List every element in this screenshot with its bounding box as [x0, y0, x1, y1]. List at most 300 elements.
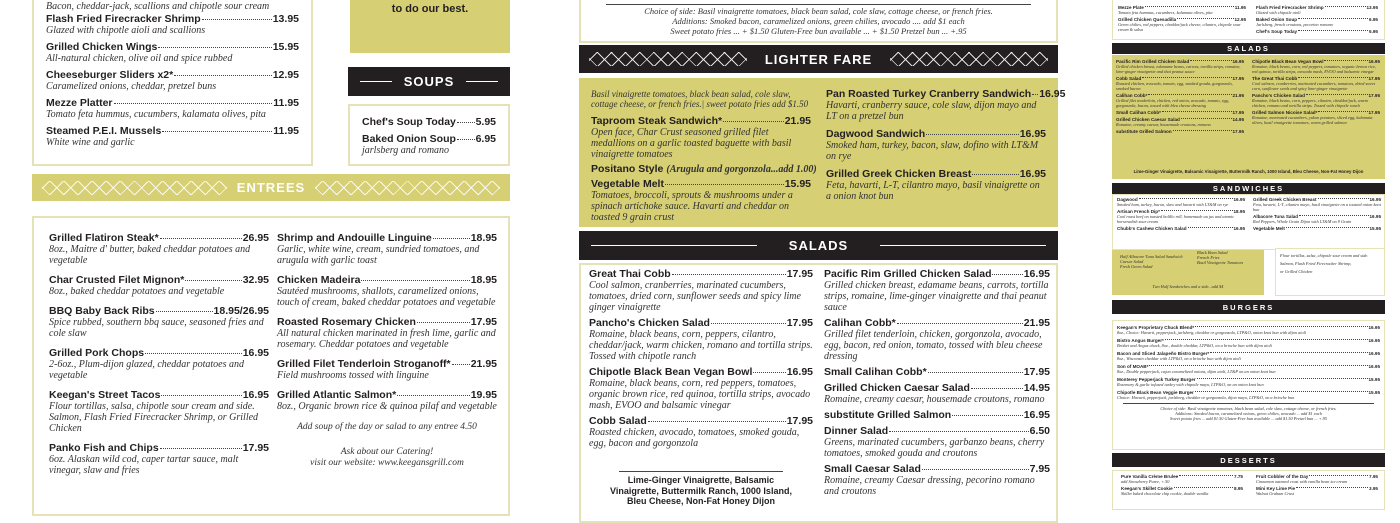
item-name: Monterey Pepperjack Turkey Burger: [1117, 377, 1196, 382]
dot-leader: [1325, 6, 1366, 7]
item-name: Grilled Greek Chicken Breast: [1253, 197, 1317, 202]
item-name: Keegan's Skillet Cookie: [1121, 486, 1173, 491]
salad-item: [824, 268, 1050, 313]
soup-item: [362, 116, 496, 128]
dot-leader: [1318, 111, 1367, 112]
item-price: 16.95: [1232, 59, 1244, 64]
dot-leader: [417, 322, 470, 323]
section-title: ENTREES: [236, 180, 306, 195]
item-price: 32.95: [242, 274, 269, 286]
item-name: Roasted Rosemary Chicken: [277, 316, 416, 328]
thumb-burgers-header: BURGERS: [1112, 300, 1385, 314]
item-price: 16.95: [1368, 59, 1380, 64]
dot-leader: [1145, 6, 1234, 7]
item-name: Grilled Greek Chicken Breast: [826, 168, 972, 180]
item-description: Green chilies, red peppers, cheddar/jack cheese, cilantro, chipotle sour cream & salsa: [1118, 22, 1241, 32]
dot-leader: [1165, 339, 1368, 340]
dot-leader: [922, 469, 1029, 470]
dot-leader: [1318, 198, 1369, 199]
thumb-item: [1256, 29, 1378, 34]
item-price: 16.95: [786, 366, 813, 378]
item-name: Albacore Tuna Salad: [1253, 214, 1299, 219]
item-description: Grilled chicken breast, edamame beans, carrots, tortilla strips, romaine, lime-ginger vinaigrette and thai peanut sauce: [1116, 64, 1241, 74]
item-description: Grilled filet tenderloin, chicken, gorgonzola, avocado, egg, bacon, red onion, tomato, tossed with bleu cheese dressing: [824, 329, 1043, 362]
entree-item: [277, 358, 497, 381]
dot-leader: [162, 131, 272, 132]
item-price: 21.95: [1232, 93, 1244, 98]
item-price: 3.95: [1369, 486, 1378, 491]
dot-leader: [897, 323, 1023, 324]
thumb-item: [1116, 129, 1244, 134]
item-price: 15.95: [1369, 226, 1381, 231]
item-description: Walnut Graham Crust: [1256, 491, 1295, 496]
item-description: Rosemary & garlic infused turkey with chipotle mayo, LTP&O, on an onion knot bun: [1117, 382, 1264, 387]
item-description: Grilled chicken breast, edamame beans, carrots, tortilla strips, romaine, lime-ginger vinaigrette and thai peanut sauce: [824, 280, 1049, 313]
item-name: Taproom Steak Sandwich*: [591, 115, 723, 127]
dot-leader: [1306, 94, 1368, 95]
dot-leader: [433, 238, 470, 239]
entree-item: [277, 316, 497, 350]
item-price: 17.95: [786, 268, 813, 280]
dot-leader: [1148, 94, 1231, 95]
appetizer-item: [46, 125, 299, 148]
item-name: Pancho's Chicken Salad: [589, 317, 710, 329]
item-name: Grilled Chicken Caesar Salad: [1116, 117, 1180, 122]
item-description: 8oz., Maitre d' butter, baked cheddar potatoes and vegetable: [49, 244, 251, 266]
item-description: Glazed with chipotle aioli: [1256, 10, 1301, 15]
dot-leader: [1190, 60, 1231, 61]
item-price: 12.95: [272, 69, 299, 81]
appetizers-panel: [32, 0, 313, 166]
combo-option: French Fries: [1197, 255, 1220, 260]
dot-leader: [1139, 198, 1233, 199]
item-price: 17.95: [1232, 129, 1244, 134]
item-price: 11.95: [273, 125, 299, 137]
combo-option: Black Bean Salad: [1197, 250, 1228, 255]
item-name: Chef's Soup Today: [362, 116, 456, 128]
item-price: 18.95/26.95: [213, 305, 269, 317]
item-description: Feta, havarti, L-T, cilantro mayo, basil vinaigrette on a toasted onion knot bun: [1253, 202, 1381, 212]
thumb-item: [1117, 377, 1380, 387]
item-price: 18.95: [470, 274, 497, 286]
item-price: 17.95: [1368, 76, 1380, 81]
thumb-item: [1117, 338, 1380, 348]
thumb-item: [1117, 364, 1380, 374]
item-description: 8oz., Organic brown rice & quinoa pilaf and vegetable: [277, 401, 497, 412]
item-name: Small Calihan Cobb*: [1116, 110, 1161, 115]
item-name: Cheeseburger Sliders x2*: [46, 69, 174, 81]
item-description: 8oz., Wisconsin cheddar with LTP&O, on a brioche bun with dijon aioli: [1117, 356, 1241, 361]
item-price: 13.95: [1366, 5, 1378, 10]
item-description: (Arugula and gorgonzola...add 1.00): [666, 164, 817, 175]
item-price: 16.95: [1023, 268, 1050, 280]
appetizer-item: [46, 97, 299, 120]
item-name: Positano Style: [591, 163, 664, 175]
dot-leader: [457, 139, 475, 140]
item-description: or Grilled Chicken: [1280, 269, 1313, 274]
item-description: Feta, havarti, L-T, cilantro mayo, basil vinaigrette on a onion knot bun: [826, 180, 1040, 202]
item-description: 8oz., baked cheddar potatoes and vegetable: [49, 286, 225, 297]
item-price: 7.95: [1029, 463, 1050, 475]
item-price: 21.95: [784, 115, 811, 127]
item-name: Grilled Chicken Caesar Salad: [824, 382, 970, 394]
divider: [1123, 403, 1374, 404]
item-price: 15.95: [784, 178, 811, 190]
item-name: Fruit Cobbler of the Day: [1256, 474, 1309, 479]
item-description: Salmon, Flash Fried Firecracker Shrimp,: [1280, 261, 1352, 266]
entree-item: [49, 389, 269, 434]
item-name: Grilled Filet Tenderloin Stroganoff*: [277, 358, 451, 370]
dot-leader: [185, 280, 241, 281]
sides-intro: Basil vinaigrette tomatoes, black bean salad, cole slaw, cottage cheese, or french fries.| sweet potato fries add $1.50: [591, 89, 809, 109]
thumb-item: [1252, 93, 1380, 108]
dot-leader: [156, 311, 213, 312]
item-description: Romaine, creamy Caesar dressing, pecorino romano and croutons: [824, 475, 1035, 497]
item-name: Great Thai Cobb: [589, 268, 671, 280]
item-price: 15.95: [1368, 377, 1380, 382]
item-name: Bacon and Sliced Jalapeño Bistro Burger*: [1117, 351, 1210, 356]
appetizer-item: [46, 69, 299, 92]
salad-item: [824, 382, 1050, 405]
item-price: 16.95: [242, 389, 269, 401]
item-name: Pan Roasted Turkey Cranberry Sandwich: [826, 88, 1032, 100]
dot-leader: [1188, 227, 1233, 228]
salad-item: [589, 366, 813, 411]
item-price: 16.95: [1019, 128, 1046, 140]
divider: [619, 471, 783, 472]
entree-item: [49, 305, 269, 339]
item-price: 16.95: [1368, 325, 1380, 330]
dot-leader: [1162, 111, 1232, 112]
thumb-item: [1252, 110, 1380, 125]
item-description: Red Peppers, Whole Grain Dijon with LT&M on 9 Grain: [1253, 219, 1352, 224]
lighter-fare-item: [591, 178, 811, 223]
item-description: Havarti, cranberry sauce, cole slaw, dijon mayo and LT on a pretzel bun: [826, 100, 1037, 122]
item-price: 17.95: [786, 415, 813, 427]
dot-leader: [971, 388, 1023, 389]
thumb-item: [1117, 209, 1245, 224]
item-name: Baked Onion Soup: [1256, 17, 1298, 22]
lighter-fare-item: [826, 128, 1046, 162]
salads-header: [579, 231, 1058, 260]
thumb-desserts-panel: [1112, 470, 1385, 510]
entree-item: [49, 274, 269, 297]
dot-leader: [161, 395, 241, 396]
item-name: Chicken Madeira: [277, 274, 361, 286]
item-name: Vegetable Melt: [1253, 226, 1285, 231]
item-name: Vegetable Melt: [591, 178, 664, 190]
item-description: All natural chicken marinated in fresh lime, garlic and rosemary. Cheddar potatoes and vegetable: [277, 328, 496, 350]
decorative-pattern: [315, 181, 500, 195]
dot-leader: [1309, 475, 1368, 476]
item-price: 19.95: [470, 389, 497, 401]
item-description: Flour tortillas, salsa, chipotle sour cream and side.: [1280, 253, 1369, 258]
dot-leader: [1324, 60, 1367, 61]
divider: [606, 4, 1031, 5]
item-name: Grilled Salmon Nicoise Salad*: [1252, 110, 1318, 115]
item-name: Grilled Chicken Quesadilla: [1118, 17, 1177, 22]
divider: [880, 245, 1046, 246]
appetizer-item: [46, 41, 299, 64]
item-name: Cobb Salad: [1116, 76, 1142, 81]
item-price: 17.95: [1368, 93, 1380, 98]
soups-header: [348, 67, 510, 96]
dot-leader: [723, 121, 784, 122]
item-description: 8oz., Choice: Havarti, pepperjack, jarlsberg, cheddar or gorgonzola, LTP&O, onion knot bun with dijon aioli: [1117, 330, 1307, 335]
add-soup-note: Add soup of the day or salad to any entree 4.50: [297, 422, 477, 432]
decorative-pattern: [42, 181, 227, 195]
item-price: 16.95: [242, 347, 269, 359]
item-price: 16.95: [1233, 226, 1245, 231]
dot-leader: [926, 134, 1019, 135]
item-name: Small Calihan Cobb*: [824, 366, 927, 378]
entree-item: [277, 389, 497, 412]
item-name: Bistro Angus Burger*: [1117, 338, 1164, 343]
entree-item: [277, 232, 497, 266]
dressings-list: Lime-Ginger Vinaigrette, Balsamic Vinaigrette, Buttermilk Ranch, 1000 Island, Bleu Cheese, Non-Fat Honey Dijon: [610, 475, 792, 506]
dot-leader: [952, 415, 1023, 416]
item-description: Cool roast beef on toasted bolillo roll, homemade au jus and atomic horseradish sour cream: [1117, 214, 1235, 224]
item-name: Son of MOAB*: [1117, 364, 1149, 369]
item-description: jarlsberg and romano: [362, 145, 450, 156]
dot-leader: [114, 103, 273, 104]
entrees-panel: [32, 216, 510, 516]
thumb-item: [1256, 486, 1378, 496]
item-price: 21.95: [470, 358, 497, 370]
item-price: 12.95: [1234, 17, 1246, 22]
item-name: The Great Thai Cobb: [1252, 76, 1298, 81]
item-price: 26.95: [242, 232, 269, 244]
item-name: Cobb Salad: [589, 415, 647, 427]
entree-item: [49, 232, 269, 266]
item-price: 17.95: [1023, 366, 1050, 378]
dot-leader: [1299, 215, 1368, 216]
item-price: 15.95: [1368, 390, 1380, 395]
item-description: Roasted chicken, avocado, tomatoes, smoked gouda, egg, bacon and gorgonzola: [589, 427, 800, 449]
item-description: White wine and garlic: [46, 137, 135, 148]
item-name: Chubb's Cashew Chicken Salad: [1117, 226, 1187, 231]
dot-leader: [361, 280, 469, 281]
thumb-item: [1252, 76, 1380, 91]
entree-item: [277, 274, 497, 308]
dot-leader: [648, 421, 786, 422]
item-price: 5.95: [475, 116, 496, 128]
item-name: Grilled Flatiron Steak*: [49, 232, 159, 244]
catering-note: Ask about our Catering!: [340, 447, 434, 457]
item-price: 7.75: [1234, 474, 1243, 479]
thumb-item: [1252, 59, 1380, 74]
item-price: 11.95: [273, 97, 299, 109]
item-description: Tomato feta hummus, cucumbers, kalamata olives, pita: [46, 109, 266, 120]
section-title: SOUPS: [403, 74, 455, 89]
thumb-sandwiches-panel: [1112, 194, 1385, 250]
item-description: Garlic, white wine, cream, sundried tomatoes, and arugula with garlic toast: [277, 244, 480, 266]
item-description: Skillet baked chocolate chip cookie, double vanilla: [1121, 491, 1209, 496]
thumb-item: [1117, 226, 1245, 231]
salad-item: [589, 317, 813, 362]
item-description: Open face, Char Crust seasoned grilled filet medallions on a garlic toasted baguette with basil vinaigrette tomatoes: [591, 127, 792, 160]
dot-leader: [1142, 77, 1231, 78]
item-name: substitute Grilled Salmon: [824, 409, 952, 421]
bun-options-text: Sweet potato fries ... add $1.50 Gluten-Free bun available ... add $1.50 Pretzel bun ... +.95: [1170, 416, 1327, 421]
item-name: Pancho's Chicken Salad: [1252, 93, 1305, 98]
combo-option: Basil Vinaigrette Tomatoes: [1197, 260, 1244, 265]
dot-leader: [174, 75, 271, 76]
item-price: 17.95: [1232, 110, 1244, 115]
item-description: Romaine, black beans, corn, red peppers, tomatoes, organic brown rice, red quinoa, tortilla strips, avocado mash, EVOO and balsamic vinegar: [1252, 64, 1376, 74]
dot-leader: [397, 395, 470, 396]
item-price: 7.95: [1369, 474, 1378, 479]
item-name: Chipotle Black Bean Veggie Burger: [1117, 390, 1194, 395]
item-description: Tomato feta hummus, cucumbers, kalamata olives, pita: [1118, 10, 1213, 15]
item-name: Calihan Cobb*: [1116, 93, 1148, 98]
item-description: Cool salmon, cranberries, marinated cucumbers, tomatoes, dried corn, sunflower seeds and spicy lime ginger vinaigrette: [589, 280, 801, 313]
dot-leader: [160, 238, 242, 239]
dot-leader: [928, 372, 1023, 373]
thumb-tacos-panel: [1275, 248, 1385, 296]
dot-leader: [665, 184, 784, 185]
item-description: Jarlsberg, french croutons, pecorino romano: [1256, 22, 1333, 27]
lighter-fare-header: [579, 45, 1058, 73]
item-description: Cool salmon, cranberries, marinated cucumbers, tomatoes, dried sweet corn, sunflower seeds and spicy lime-ginger vinaigrette: [1252, 81, 1376, 91]
item-description: Choice: Havarti, pepperjack, jarlsberg, cheddar or gorgonzola, dijon mayo, LTP&O, on a brioche bun: [1117, 395, 1295, 400]
item-description: Spice rubbed, southern bbq sauce, seasoned fries and cole slaw: [49, 317, 264, 339]
dot-leader: [1149, 365, 1367, 366]
dot-leader: [889, 431, 1028, 432]
section-title: SALADS: [788, 238, 849, 253]
website-link[interactable]: visit our website: www.keegansgrill.com: [310, 458, 464, 468]
section-title: LIGHTER FARE: [764, 51, 873, 67]
thumb-item: [1253, 197, 1381, 212]
item-description: Smoked ham, turkey, bacon, slaw, dofino with LT&M on rye: [826, 140, 1039, 162]
dot-leader: [1197, 378, 1368, 379]
item-name: Panko Fish and Chips: [49, 442, 159, 454]
thumb-item: [1256, 5, 1378, 15]
item-description: All-natural chicken, olive oil and spice rubbed: [46, 53, 233, 64]
lighter-fare-item: [591, 115, 811, 160]
item-description: Bacon, cheddar-jack, scallions and chipotle sour cream: [46, 1, 270, 12]
thumb-dressings: Lime-Ginger Vinaigrette, Balsamic Vinaigrette, Buttermilk Ranch, 1000 Island, Bleu Cheese, Non-Fat Honey Dijon: [1133, 169, 1364, 174]
item-price: 16.95: [1019, 168, 1046, 180]
item-name: Steamed P.E.I. Mussels: [46, 125, 162, 137]
side-choice-text: Choice of side: Basil vinaigrette tomatoes, black bean salad, cole slaw, cottage cheese, or french fries.: [644, 6, 993, 16]
item-name: Grilled Chicken Wings: [46, 41, 158, 53]
combo-option: Caesar Salad: [1120, 259, 1144, 264]
item-name: Chipotle Black Bean Vegan Bowl: [1252, 59, 1324, 64]
item-price: 6.50: [1029, 425, 1050, 437]
thumb-item: [1118, 5, 1246, 15]
dot-leader: [1173, 130, 1232, 131]
item-name: Shrimp and Andouille Linguine: [277, 232, 432, 244]
dot-leader: [452, 364, 470, 365]
divider: [591, 245, 757, 246]
item-name: Pure Vanilla Crème Brulee: [1121, 474, 1179, 479]
salad-item: [824, 409, 1050, 421]
dot-leader: [972, 174, 1018, 175]
salad-item: [824, 366, 1050, 378]
item-price: 16.95: [1023, 409, 1050, 421]
item-name: Pacific Rim Grilled Chicken Salad: [824, 268, 992, 280]
item-description: Romaine, black beans, corn, peppers, cilantro, cheddar/jack, warm chicken, romano and tortilla strips. Tossed with chipotle ranch: [1252, 98, 1368, 108]
promo-text: to do our best.: [391, 3, 469, 15]
appetizer-item: [46, 13, 299, 36]
lighter-fare-item: [591, 163, 817, 175]
item-description: Romaine, creamy caesar, housemade croutons, romano: [1116, 122, 1211, 127]
item-description: Brisket and Angus chuck, 8oz., double cheddar, LTP&O, on a brioche bun with dijon aioli: [1117, 343, 1272, 348]
salad-item: [589, 415, 813, 449]
item-price: 14.95: [1232, 117, 1244, 122]
item-name: Grilled Pork Chops: [49, 347, 145, 359]
item-price: 13.95: [272, 13, 299, 25]
thumb-item: [1253, 214, 1381, 224]
item-price: 15.95: [272, 41, 299, 53]
thumb-item: [1256, 474, 1378, 484]
thumb-item: [1118, 17, 1246, 32]
item-price: 16.95: [1039, 88, 1066, 100]
decorative-pattern: [589, 52, 747, 66]
item-name: Chipotle Black Bean Vegan Bowl: [589, 366, 753, 378]
item-description: Tomatoes, broccoli, sprouts & mushrooms under a spinach artichoke sauce. Havarti and cheddar on toasted 9 grain crust: [591, 190, 793, 223]
thumb-item: [1121, 474, 1243, 484]
item-description: Cinnamon oatmeal crust with vanilla bean ice cream: [1256, 479, 1348, 484]
dot-leader: [202, 19, 272, 20]
item-name: BBQ Baby Back Ribs: [49, 305, 155, 317]
item-name: Flash Fried Firecracker Shrimp: [1256, 5, 1324, 10]
dot-leader: [1177, 18, 1233, 19]
item-description: Romaine, black beans, corn, peppers, cilantro, cheddar/jack, warm chicken, romano and tortilla strips. Tossed with chipotle ranch: [589, 329, 813, 362]
dot-leader: [145, 353, 242, 354]
combo-note: Two Half Sandwiches and a side...add $4: [1152, 284, 1224, 289]
thumb-item: [1116, 59, 1244, 74]
thumb-item: [1116, 117, 1244, 127]
item-name: Keegan's Street Tacos: [49, 389, 161, 401]
item-description: Glazed with chipotle aioli and scallions: [46, 25, 206, 36]
thumb-item: [1116, 76, 1244, 91]
item-name: Mezze Platter: [46, 97, 113, 109]
salad-item: [824, 463, 1050, 497]
item-price: 6.95: [1369, 17, 1378, 22]
dot-leader: [1298, 18, 1368, 19]
item-description: Greens, marinated cucumbers, garbanzo beans, cherry tomatoes, smoked gouda and croutons: [824, 437, 1045, 459]
dot-leader: [1032, 94, 1038, 95]
lighter-fare-panel: [579, 78, 1066, 227]
dot-leader: [1179, 475, 1233, 476]
thumb-appetizers-panel: [1112, 0, 1385, 40]
item-price: 17.95: [1368, 110, 1380, 115]
item-description: Romaine, black beans, corn, red peppers, tomatoes, organic brown rice, red quinoa, tortilla strips, avocado mash, EVOO and balsamic vinegar: [589, 378, 811, 411]
side-choice-text: Choice of side: Basil vinaigrette tomatoes, black bean salad, cole slaw, cottage cheese, or french fries.: [1160, 406, 1337, 411]
dot-leader: [1298, 30, 1368, 31]
item-price: 16.95: [1233, 197, 1245, 202]
item-name: Char Crusted Filet Mignon*: [49, 274, 185, 286]
item-name: Baked Onion Soup: [362, 133, 456, 145]
combo-option: Half Albacore Tuna Salad Sandwich: [1120, 254, 1183, 259]
dot-leader: [1174, 487, 1233, 488]
item-name: Calihan Cobb*: [824, 317, 896, 329]
item-description: Sautéed mushrooms, shallots, caramelized onions, touch of cream, baked cheddar potatoes and vegetable: [277, 286, 496, 308]
item-name: Grilled Atlantic Salmon*: [277, 389, 397, 401]
item-name: Dagwood Sandwich: [826, 128, 926, 140]
dot-leader: [1298, 77, 1367, 78]
item-name: Pacific Rim Grilled Chicken Salad: [1116, 59, 1190, 64]
salad-item: [589, 268, 813, 313]
decorative-pattern: [890, 52, 1048, 66]
bun-options-text: Sweet potato fries ... + $1.50 Gluten-Free bun available ... + $1.50 Pretzel bun ... +.95: [670, 26, 967, 36]
dot-leader: [672, 274, 786, 275]
thumb-item: [1117, 325, 1380, 335]
item-description: Grilled filet tenderloin, chicken, red onion, avocado, tomato, egg, gorgonzola, bacon, tossed with bleu cheese dressing: [1116, 98, 1229, 108]
item-price: 5.95: [1369, 29, 1378, 34]
